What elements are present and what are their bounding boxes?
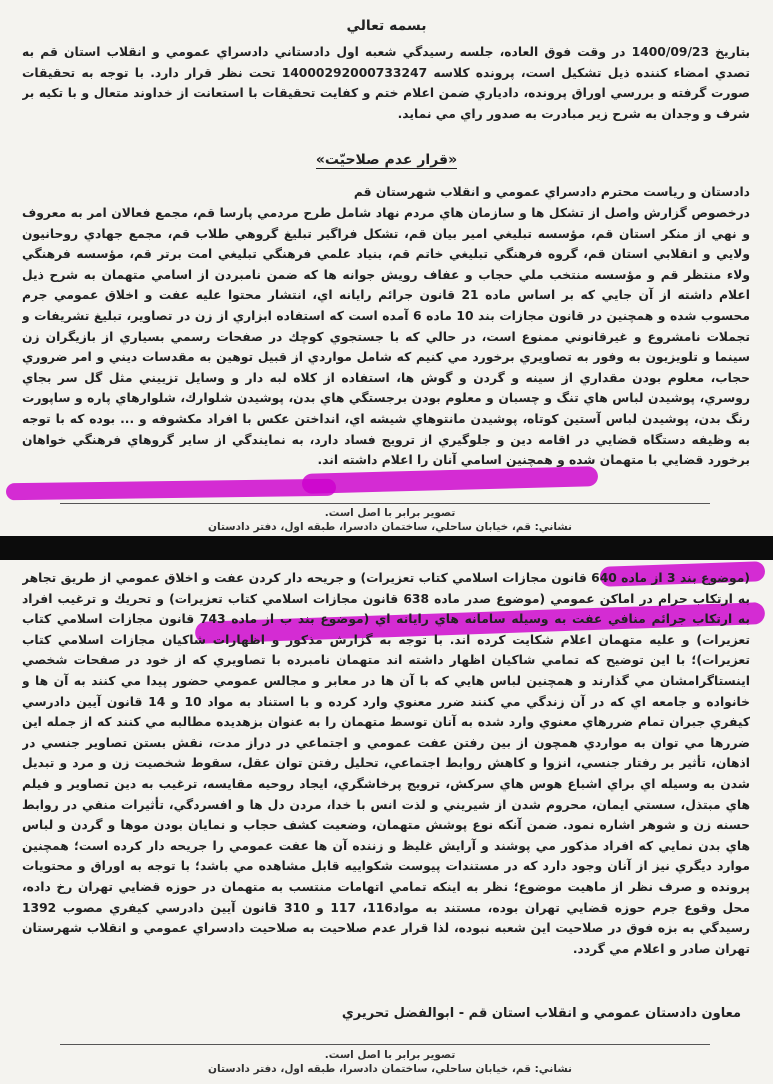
highlighter-stroke [6,479,336,501]
stamp-caption: تصوير برابر با اصل است. [324,1049,456,1061]
verdict-title-text: «قرار عدم صلاحيّت» [315,152,458,168]
document-page-2 [0,560,773,1084]
office-address: نشاني: قم، خيابان ساحلي، ساختمان دادسرا، طبقه اول، دفتر دادستان [208,521,572,533]
verdict-title [0,152,773,168]
stamp-caption: تصوير برابر با اصل است. [324,507,456,519]
ruling-body: (موضوع بند 3 از ماده 640 قانون مجازات اسلامي كتاب تعزيرات) و جريحه دار كردن عفت و اخلاق عمومي از طريق تجاهر به ارتكاب حرام در اماكن عمومي (موضوع صدر ماده 638 قانون مجازات اسلامي كتاب تعزيرات) و تحريك و ترغيب افراد به ارتكاب جرائم منافي عفت به وسيله سامانه هاي رايانه اي (موضوع بند ب از ماده 743 قانون مجازات اسلامي كتاب تعزيرات) و عليه متهمان اعلام شكايت كرده اند. با توجه به گزارش مذكور و اظهارات شاكيان مجازات اسلامي كتاب تعزيرات)؛ با اين توضيح كه تمامي شاكيان اظهار داشته اند متهمان نامبرده با تصاويري كه از خود در صفحات شخصي اينستاگرامشان مي گذارند و همچنين لباس هايي كه با آن ها در معابر و مجالس عمومي حضور پيدا مي كنند به آن ها و خانواده و جامعه اي كه در آن زندگي مي كنند ضرر معنوي وارد كرده و با استناد به مواد 10 و 14 قانون آيين دادرسي كيفري جبران تمام ضررهاي معنوي وارد شده به آنان توسط متهمان را به عنوان بزهديده مطالبه مي كنند كه از جمله اين ضررها مي توان به مواردي همچون از بين رفتن عفت عمومي و اجتماعي در دراز مدت، نقش بستن تصاوير جنسي در اذهان، تأثير بر رفتار جنسي، انزوا و كاهش روابط اجتماعي، تحليل رفتن توان عقل، سقوط شخصيت زن و مرد و تبديل شدن به وسيله اي براي اشباع هوس هاي سركش، ترويج پرخاشگري، ايجاد روحيه مقايسه، ترغيب به دين تصاوير و فيلم هاي مبتذل، سستي ايمان، محروم شدن از شيريني و لذت انس با خدا، مردن دل ها و افسردگي، تأثيرات منفي در روابط حسنه زن و شوهر اشاره نمود. ضمن آنكه نوع پوشش متهمان، وضعيت كشف حجاب و نمايان بودن موها و گردن و لباس هاي بدن نمايي كه افراد مذكور مي پوشند و آرايش غليظ و زننده آن ها عفت عمومي را جريحه دار كرده است؛ همچنين موارد ديگري نيز از آنان وجود دارد كه در مستندات پيوست شكواييه قابل مشاهده مي باشد؛ با توجه به اوراق و محتويات پرونده و صرف نظر از ماهيت موضوع؛ نظر به اينكه تمامي اتهامات منتسب به متهمان در حوزه قضايي تهران رخ داده، محل وقوع جرم حوزه قضايي تهران بوده، مستند به مواد116، 117 و 310 قانون آيين دادرسي كيفري مصوب 1392 رسيدگي به بزه فوق در صلاحيت اين شعبه نبوده، لذا قرار عدم صلاحيت به صلاحيت دادسراي عمومي و انقلاب شهرستان تهران صادر و اعلام مي گردد. [22,571,750,956]
office-address: نشاني: قم، خيابان ساحلي، ساختمان دادسرا، طبقه اول، دفتر دادستان [208,1063,572,1075]
addressee-line: دادستان و رياست محترم دادسراي عمومي و انقلاب شهرستان قم [353,185,750,199]
divider-line [60,1044,710,1045]
intro-paragraph: بتاريخ 1400/09/23 در وقت فوق العاده، جلسه رسيدگي شعبه اول دادستاني دادسراي عمومي و انقلاب استان قم به تصدي امضاء كننده ذيل تشكيل است، پرونده كلاسه 14000292000733247 تحت نظر قرار دارد. با توجه به تحقيقات صورت گرفته و بررسي اوراق پرونده، دادياري ضمن اعلام ختم و كفايت تحقيقات با استعانت از خداوند متعال و با تكيه بر شرف و وجدان به شرح زير مبادرت به صدور راي مي نمايد. [22,45,750,121]
document-page-1 [0,0,773,536]
complaint-body: درخصوص گزارش واصل از تشكل ها و سازمان هاي مردم نهاد شامل طرح مردمي پارسا قم، مجمع فعالان امر به معروف و نهي از منكر استان قم، مؤسسه تبليغي امير بيان قم، تشكل فراگير تبليغ گروهي طلاب قم، مجمع جهادي روحانيون ولايي و انقلابي استان قم، گروه فرهنگي تبليغي خاتم قم، بنياد علمي فرهنگي تبليغي امت برتر قم، مؤسسه فرهنگي ولاء منتظر قم و مؤسسه منتخب ملي حجاب و عفاف رويش جوانه ها كه ضمن نامبردن از اسامي متهمان به شرح ذيل اعلام داشته از آن جايي كه بر اساس ماده 21 قانون جرائم رايانه اي، انتشار محتوا عليه عفت و اخلاق عمومي جرم محسوب شده و همچنين در قانون مجازات بند 10 ماده 6 آمده است كه استفاده ابزاري از زن در تصاوير، تبليغ تشريفات و تجملات نامشروع و غيرقانوني ممنوع است، در حالي كه با جستجوي كوچك در صفحات رسمي بسياري از بازيگران زن سينما و تلويزيون به وفور به تصاويري برخورد مي كنيم كه شامل مواردي از قبيل توهين به مقدسات ديني و امر ضروري حجاب، معلوم بودن مقداري از سينه و گردن و گوش ها، استفاده از كلاه لبه دار و وسايل تزييني مثل گل سر بجاي روسري، پوشيدن لباس هاي تنگ و چسبان و معلوم بودن برجستگي هاي بدن، پوشيدن شلوارك، شلوارهاي پاره و ساپورت رنگ بدن، پوشيدن لباس آستين كوتاه، پوشيدن مانتوهاي شيشه اي، انداختن عكس با افراد مكشوفه و ... بوده كه با توجه به وظيفه دستگاه قضايي در اقامه دين و جلوگيري از ترويج فساد دارد، به نمايندگي از ساير گروهاي فرهنگي خواهان برخورد قضايي با متهمان شده و همچنين اسامي آنان را اعلام داشته اند. [22,206,750,468]
stamp-block [180,506,600,534]
signature-line: معاون دادستان عمومي و انقلاب استان قم - ابوالفضل تحريري [341,1006,741,1021]
basmala-heading: بسمه تعالي [346,18,427,34]
stamp-block [180,1048,600,1076]
divider-line [60,503,710,504]
page-separator-bar [0,536,773,560]
